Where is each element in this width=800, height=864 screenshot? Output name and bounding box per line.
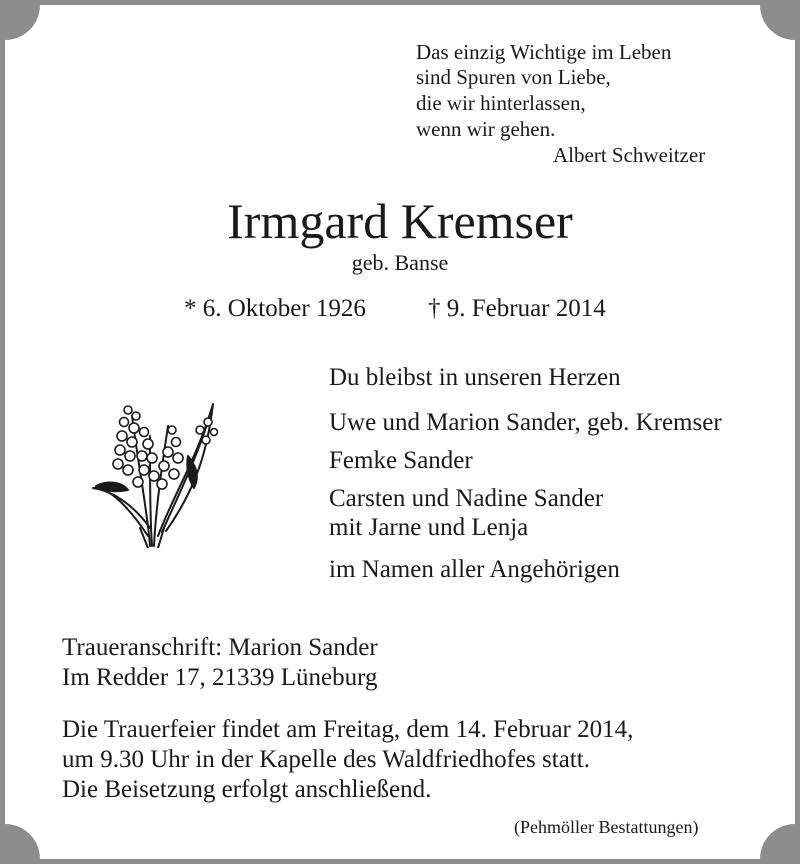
quote-line-1: Das einzig Wichtige im Leben [416,40,672,64]
mourner-line-3: Carsten und Nadine Sander [329,485,604,512]
service-line-1: Die Trauerfeier findet am Freitag, dem 14. Februar 2014, [62,716,634,743]
lily-of-the-valley-icon [88,396,234,548]
birth-name: geb. Banse [351,250,449,275]
dedication: Du bleibst in unseren Herzen [329,364,621,391]
quote-line-4: wenn wir gehen. [416,117,556,141]
birth-date: * 6. Oktober 1926 [184,295,366,322]
quote-author: Albert Schweitzer [553,143,706,167]
address-line-1: Traueranschrift: Marion Sander [62,634,378,661]
quote-line-2: sind Spuren von Liebe, [416,65,611,89]
mourner-line-4: mit Jarne und Lenja [329,514,529,541]
mourner-closing: im Namen aller Angehörigen [329,556,620,583]
quote-line-3: die wir hinterlassen, [416,91,586,115]
address-line-2: Im Redder 17, 21339 Lüneburg [62,664,378,691]
death-date: † 9. Februar 2014 [428,295,606,322]
undertaker-credit: (Pehmöller Bestattungen) [514,817,699,837]
mourner-line-1: Uwe und Marion Sander, geb. Kremser [329,409,722,436]
mourner-line-2: Femke Sander [329,447,473,474]
service-line-3: Die Beisetzung erfolgt anschließend. [62,776,432,803]
service-line-2: um 9.30 Uhr in der Kapelle des Waldfriedhofes statt. [62,746,590,773]
deceased-name: Irmgard Kremser [227,193,573,249]
